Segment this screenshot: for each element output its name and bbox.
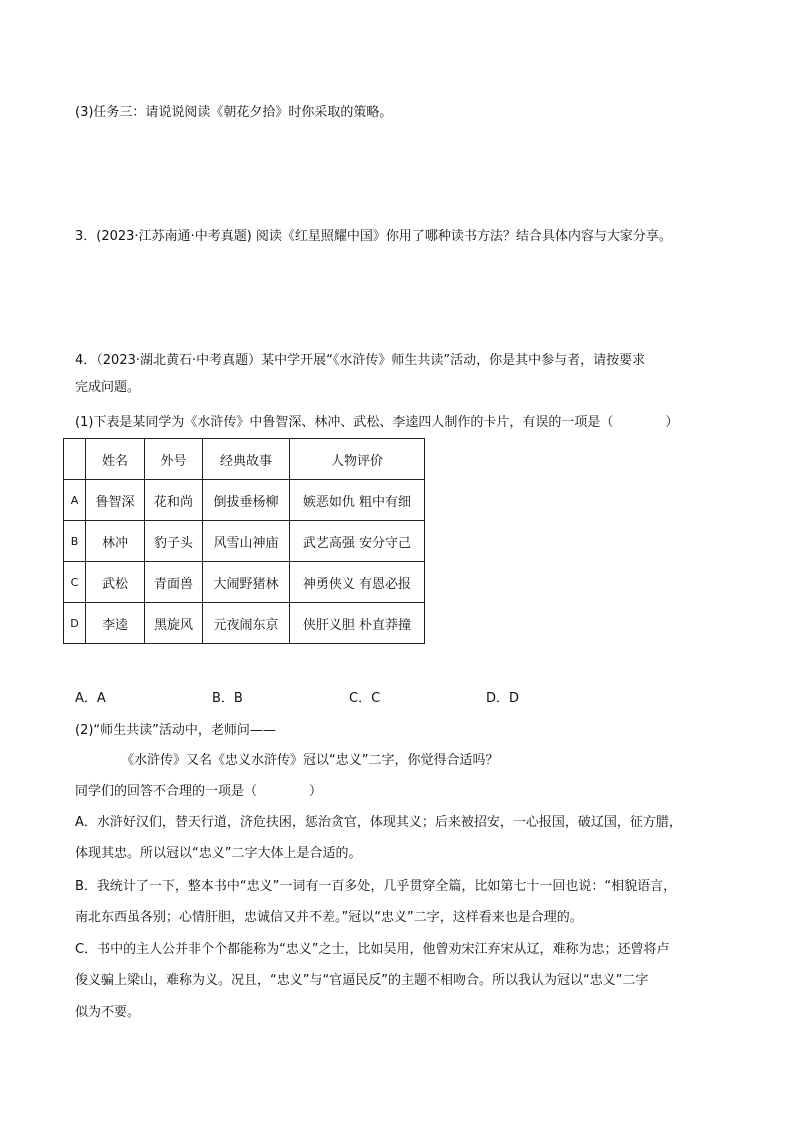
- table-cell: 林冲: [86, 521, 145, 562]
- question-4-sub2-prompt: 同学们的回答不合理的一项是（ ）: [75, 784, 323, 799]
- option-a-line1[interactable]: A．水浒好汉们，替天行道，济危扶困，惩治贪官，体现其义；后来被招安，一心报国，破辽国，征方腊，: [75, 815, 682, 830]
- row-label: B: [64, 521, 86, 562]
- table-row: [64, 480, 425, 521]
- option-c-line2: 俊义骗上梁山，难称为义。况且，“忠义”与“官逼民反”的主题不相吻合。所以我认为冠以“忠义”二字: [75, 973, 649, 988]
- table-cell: 元夜闹东京: [203, 603, 290, 644]
- option-b-line2: 南北东西虽各别；心情肝胆，忠诚信又并不差。”冠以“忠义”二字，这样看来也是合理的。: [75, 910, 583, 925]
- option-c-line1[interactable]: C．书中的主人公并非个个都能称为“忠义”之士，比如吴用，他曾劝宋江弃宋从辽，难称为忠；还曾将卢: [75, 942, 670, 957]
- table-cell: 神勇侠义 有恩必报: [290, 562, 425, 603]
- choice-d[interactable]: D．D: [486, 691, 520, 706]
- table-cell: 武艺高强 安分守己: [290, 521, 425, 562]
- row-label: C: [64, 562, 86, 603]
- header-evaluation: 人物评价: [290, 439, 425, 480]
- table-cell: 侠肝义胆 朴直莽撞: [290, 603, 425, 644]
- header-nickname: 外号: [145, 439, 203, 480]
- answer-choices: [75, 690, 575, 708]
- choice-b[interactable]: B．B: [212, 691, 243, 706]
- table-cell: 大闹野猪林: [203, 562, 290, 603]
- table-cell: 青面兽: [145, 562, 203, 603]
- choice-a[interactable]: A．A: [75, 691, 106, 706]
- table-cell: 黑旋风: [145, 603, 203, 644]
- header-name: 姓名: [86, 439, 145, 480]
- table-cell: 武松: [86, 562, 145, 603]
- teacher-question: 《水浒传》又名《忠义水浒传》冠以“忠义”二字，你觉得合适吗？: [121, 753, 499, 768]
- table-cell: 风雪山神庙: [203, 521, 290, 562]
- option-c-line3: 似为不要。: [75, 1005, 141, 1020]
- header-story: 经典故事: [203, 439, 290, 480]
- table-row: [64, 562, 425, 603]
- table-cell: 花和尚: [145, 480, 203, 521]
- table-header-row: [64, 439, 425, 480]
- table-cell: 鲁智深: [86, 480, 145, 521]
- option-b-line1[interactable]: B．我统计了一下，整本书中“忠义”一词有一百多处，几乎贯穿全篇，比如第七十一回也说：“相貌语言，: [75, 879, 677, 894]
- question-4-stem-cont: 完成问题。: [75, 380, 141, 395]
- question-4-sub2: (2)“师生共读”活动中，老师问——: [75, 723, 276, 738]
- character-card-table: [63, 438, 425, 644]
- row-label: D: [64, 603, 86, 644]
- table-row: [64, 521, 425, 562]
- row-label: A: [64, 480, 86, 521]
- choice-c[interactable]: C．C: [349, 691, 381, 706]
- table-row: [64, 603, 425, 644]
- task3-prompt: (3)任务三：请说说阅读《朝花夕拾》时你采取的策略。: [75, 105, 393, 120]
- question-4-stem: 4．（2023·湖北黄石·中考真题）某中学开展“《水浒传》师生共读”活动，你是其中参与者，请按要求: [75, 353, 646, 368]
- table-cell: 嫉恶如仇 粗中有细: [290, 480, 425, 521]
- option-a-line2: 体现其忠。所以冠以“忠义”二字大体上是合适的。: [75, 846, 362, 861]
- table-cell: 倒拔垂杨柳: [203, 480, 290, 521]
- question-3: 3．(2023·江苏南通·中考真题) 阅读《红星照耀中国》你用了哪种读书方法？结合具体内容与大家分享。: [75, 229, 672, 244]
- question-4-sub1: (1)下表是某同学为《水浒传》中鲁智深、林冲、武松、李逵四人制作的卡片，有误的一项是（ ）: [75, 415, 679, 430]
- table-corner-cell: [64, 439, 86, 480]
- table-cell: 李逵: [86, 603, 145, 644]
- table-cell: 豹子头: [145, 521, 203, 562]
